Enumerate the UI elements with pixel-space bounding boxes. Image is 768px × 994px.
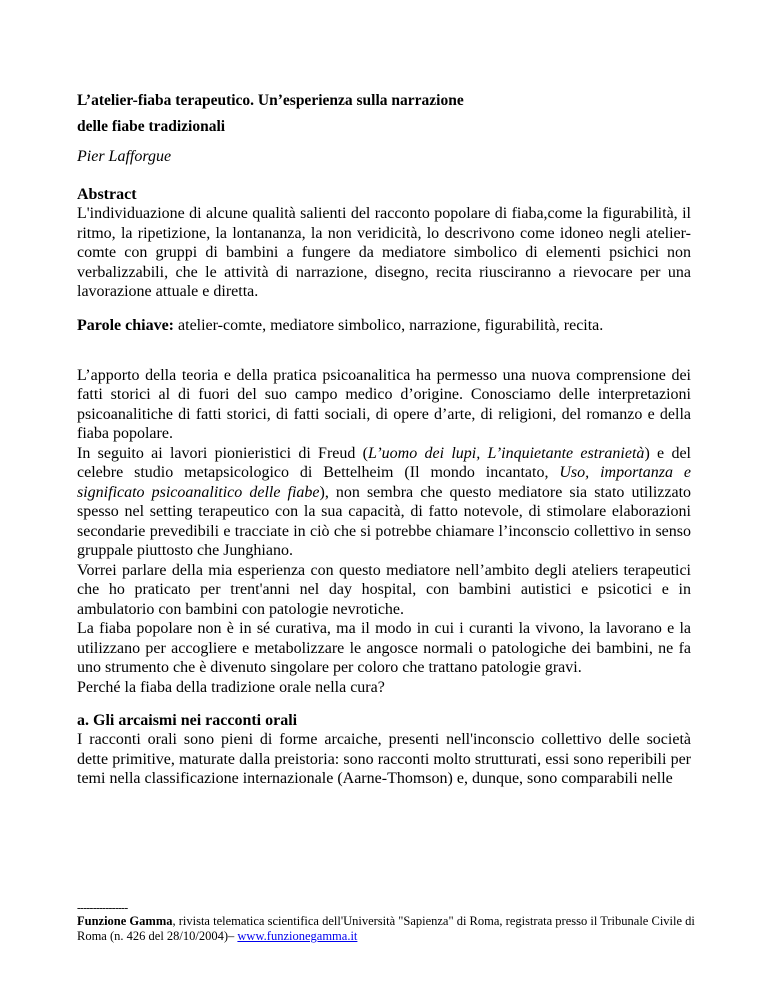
keywords [77,316,691,336]
title-line-1: L’atelier-fiaba terapeutico. Un’esperienza sulla narrazione [77,92,464,109]
keywords-text: atelier-comte, mediatore simbolico, narrazione, figurabilità, recita. [174,316,604,334]
body-paragraph-1: L’apporto della teoria e della pratica psicoanalitica ha permesso una nuova comprensione dei fatti storici al di fuori del suo campo medico d’origine. Conosciamo delle interpretazioni psicoanalitiche di fatti storici, di fatti sociali, di opere d’arte, di religioni, del romanzo e della fiaba popolare. [77,366,691,442]
body-p2-italic-2: Uso, importanza e significato psicoanalitico delle fiabe [77,464,691,501]
section-a-heading: a. Gli arcaismi nei racconti orali [77,712,298,729]
footer-journal-name: Funzione Gamma [77,914,173,928]
body-p2-italic-1: L’uomo dei lupi, L’inquietante estranietà [368,444,645,462]
body-p2-part-c: ), non sembra che questo mediatore sia stato utilizzato spesso nel setting terapeutico con la sua capacità, di fatto notevole, di stimolare elaborazioni secondarie prevedibili e tracciate in ciò che si potrebbe chiamare l’inconscio collettivo in senso gruppale piuttosto che Junghiano. [77,483,692,559]
footer-citation [77,914,697,944]
author-name: Pier Lafforgue [77,148,172,165]
abstract-heading: Abstract [77,186,137,203]
body-paragraph-3: Vorrei parlare della mia esperienza con questo mediatore nell’ambito degli ateliers terapeutici che ho praticato per trent'anni nel day hospital, con bambini autistici e psicotici e in ambulatorio con bambini con patologie nevrotiche. [77,561,691,618]
document-title [77,92,691,136]
abstract-text: L'individuazione di alcune qualità salienti del racconto popolare di fiaba,come la figurabilità, il ritmo, la ripetizione, la lontananza, la non veridicità, lo descrivono come idoneo negli atelier-comte con gruppi di bambini a fungere da mediatore simbolico di elementi psichici non verbalizzabili, che le attività di narrazione, disegno, recita riusciranno a rievocare per una lavorazione attuale e diretta. [77,205,691,300]
keywords-label: Parole chiave: [77,316,175,334]
section-a-text: I racconti orali sono pieni di forme arcaiche, presenti nell'inconscio collettivo delle società dette primitive, maturate dalla preistoria: sono racconti molto strutturati, essi sono reperibili per temi nella classificazione internazionale (Aarne-Thomson) e, dunque, sono comparabili nelle [77,731,691,787]
footer-separator: ---------------- [77,902,128,914]
page-footer [77,902,697,944]
body-paragraph-2 [77,444,691,561]
footer-website-link[interactable]: www.funzionegamma.it [237,929,358,943]
body-paragraph-4: La fiaba popolare non è in sé curativa, ma il modo in cui i curanti la vivono, la lavorano e la utilizzano per accogliere e metabolizzare le angosce normali o patologiche dei bambini, ne fa uno strumento che è divenuto singolare per coloro che trattano patologie gravi. [77,620,691,676]
body-p2-part-a: In seguito ai lavori pionieristici di Freud ( [77,444,369,462]
document-page [77,92,691,789]
body-paragraph-5: Perché la fiaba della tradizione orale nella cura? [77,678,385,696]
footer-text: , rivista telematica scientifica dell'Università "Sapienza" di Roma, registrata presso il Tribunale Civile di Roma (n. 426 del 28/10/2004)– [77,914,695,943]
body-text [77,366,691,698]
title-line-2: delle fiabe tradizionali [77,118,226,135]
body-p2-part-b: ) e del celebre studio metapsicologico di Bettelheim (Il mondo incantato, [77,444,692,481]
